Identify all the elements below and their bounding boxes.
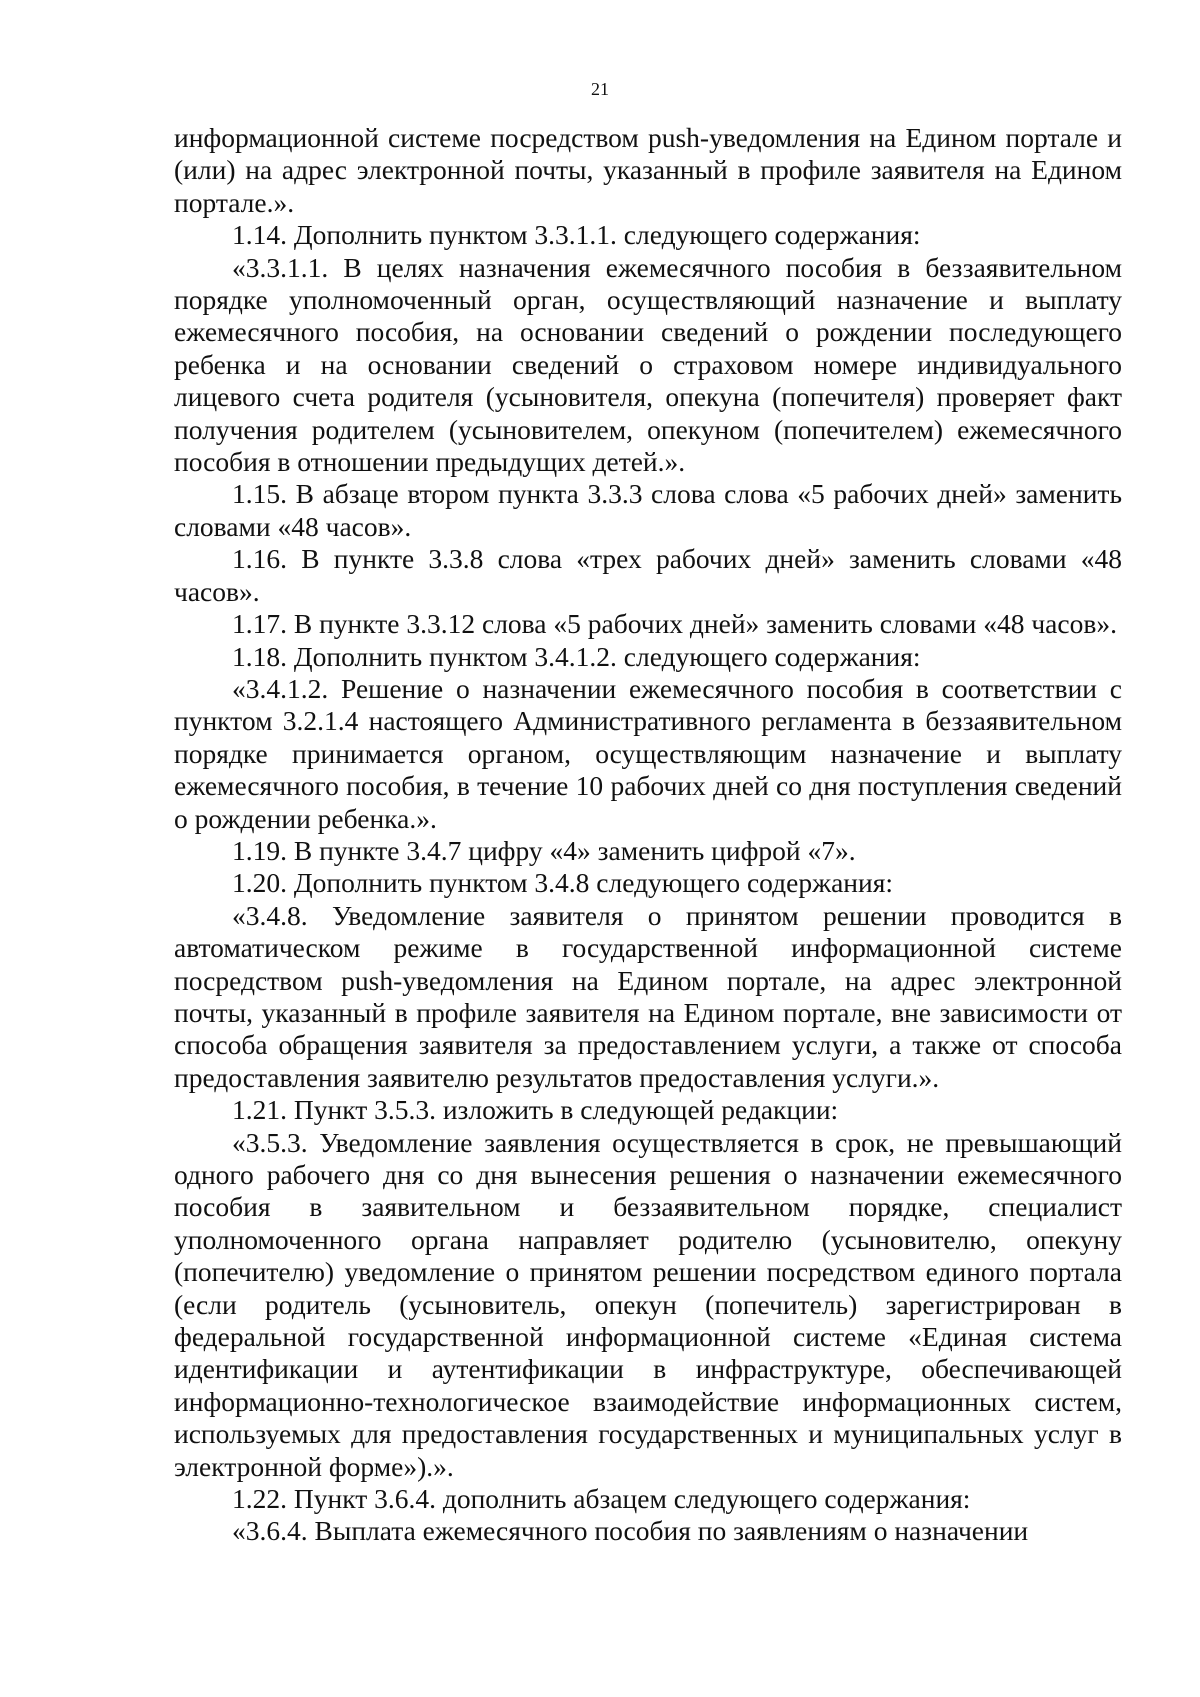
page-number: 21 — [591, 79, 609, 99]
paragraph: 1.20. Дополнить пунктом 3.4.8 следующего содержания: — [232, 867, 893, 899]
paragraph: 1.15. В абзаце втором пункта 3.3.3 слова слова «5 рабочих дней» заменить словами «48 часов». — [174, 478, 1122, 542]
paragraph: 1.17. В пункте 3.3.12 слова «5 рабочих дней» заменить словами «48 часов». — [232, 608, 1117, 640]
document-body — [174, 122, 1122, 1548]
paragraph: информационной системе посредством push-уведомления на Едином портале и (или) на адрес электронной почты, указанный в профиле заявителя на Едином портале.». — [174, 122, 1122, 218]
paragraph: 1.22. Пункт 3.6.4. дополнить абзацем следующего содержания: — [232, 1483, 971, 1515]
paragraph: 1.14. Дополнить пунктом 3.3.1.1. следующего содержания: — [232, 219, 921, 251]
paragraph: 1.16. В пункте 3.3.8 слова «трех рабочих дней» заменить словами «48 часов». — [174, 543, 1122, 607]
paragraph: «3.4.8. Уведомление заявителя о принятом решении проводится в автоматическом режиме в государственной информационной системе посредством push-уведомления на Едином портале, на адрес электронной почты, указанный в профиле заявителя на Едином портале, вне зависимости от способа обращения заявителя за предоставлением услуги, а также от способа предоставления заявителю результатов предоставления услуги.». — [174, 899, 1122, 1093]
paragraph: 1.18. Дополнить пунктом 3.4.1.2. следующего содержания: — [232, 640, 921, 672]
paragraph: «3.6.4. Выплата ежемесячного пособия по заявлениям о назначении — [232, 1515, 1029, 1547]
paragraph: «3.4.1.2. Решение о назначении ежемесячного пособия в соответствии с пунктом 3.2.1.4 настоящего Административного регламента в беззаявительном порядке принимается органом, осуществляющим назначение и выплату ежемесячного пособия, в течение 10 рабочих дней со дня поступления сведений о рождении ребенка.». — [174, 672, 1122, 834]
paragraph: 1.21. Пункт 3.5.3. изложить в следующей редакции: — [232, 1094, 839, 1126]
paragraph: «3.5.3. Уведомление заявления осуществляется в срок, не превышающий одного рабочего дня со дня вынесения решения о назначении ежемесячного пособия в заявительном и беззаявительном порядке, специалист уполномоченного органа направляет родителю (усыновителю, опекуну (попечителю) уведомление о принятом решении посредством единого портала (если родитель (усыновитель, опекун (попечитель) зарегистрирован в федеральной государственной информационной системе «Единая система идентификации и аутентификации в инфраструктуре, обеспечивающей информационно-технологическое взаимодействие информационных систем, используемых для предоставления государственных и муниципальных услуг в электронной форме»).». — [174, 1126, 1122, 1482]
paragraph: «3.3.1.1. В целях назначения ежемесячного пособия в беззаявительном порядке уполномоченный орган, осуществляющий назначение и выплату ежемесячного пособия, на основании сведений о рождении последующего ребенка и на основании сведений о страховом номере индивидуального лицевого счета родителя (усыновителя, опекуна (попечителя) проверяет факт получения родителем (усыновителем, опекуном (попечителем) ежемесячного пособия в отношении предыдущих детей.». — [174, 251, 1122, 478]
paragraph: 1.19. В пункте 3.4.7 цифру «4» заменить цифрой «7». — [232, 834, 856, 866]
